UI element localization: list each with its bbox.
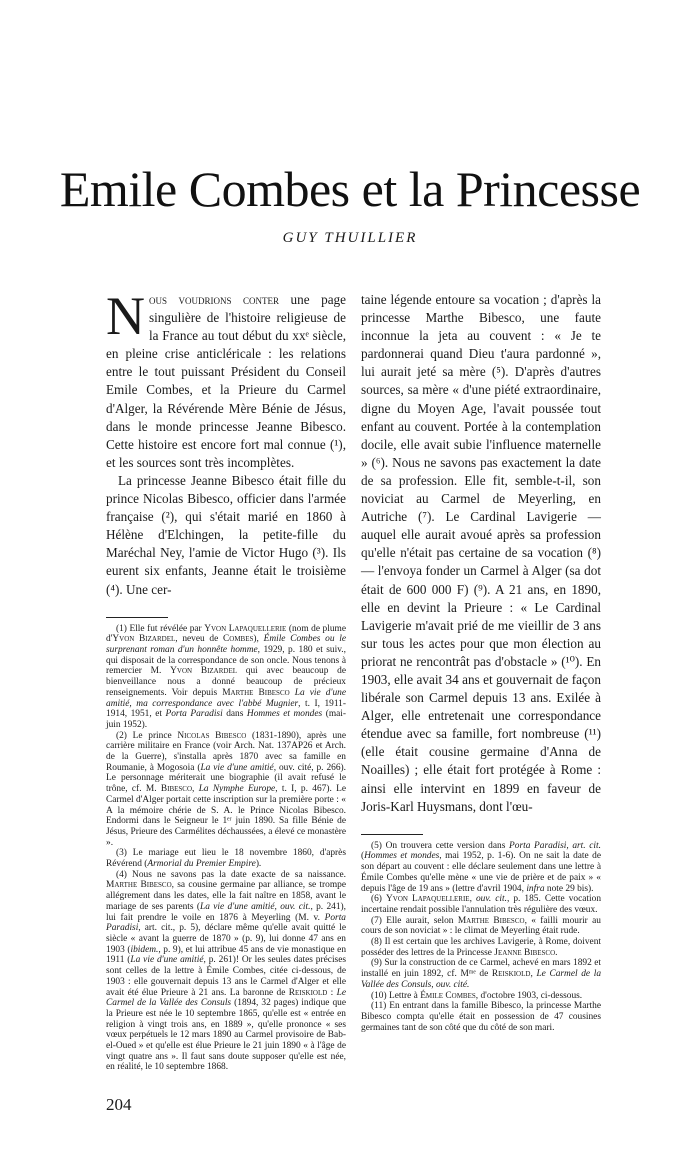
drop-cap: N: [106, 286, 145, 346]
footnote-name: Yvon Bizardel: [112, 634, 176, 645]
footnote-title: Porta Paradisi, art. cit.: [509, 840, 601, 851]
footnote-text: :: [327, 987, 337, 998]
paragraph: [106, 286, 346, 472]
footnote-text: (1831-1890), après une carrière militaire en France (voir Arch. Nat. 137AP26 et Arch. de la Guerre), s'installa après 1870 avec sa famille en Roumanie, à Mogosoia (: [106, 730, 347, 773]
footnote-text: (11) En entrant dans la famille Bibesco, la princesse Marthe Bibesco compta qu'elle était en possession de 47 cousines germaines tant de son côté que du côté de son mari.: [361, 1001, 601, 1033]
footnote-text: , neveu de: [175, 634, 224, 645]
footnote-title: Armorial du Premier Empire: [147, 859, 256, 870]
footnote-title: ibidem.: [130, 944, 159, 955]
footnote-text: , d'octobre 1903, ci-dessous.: [475, 990, 583, 1001]
footnote-text: dans: [222, 709, 247, 720]
footnote-text: , p. 9), et lui attribue 45 ans de vie monastique en 1911 (: [106, 944, 347, 966]
footnote-text: (7) Elle aurait, selon: [371, 915, 458, 926]
footnote-text: , « failli mourir au cours de son noviciat » : le climat de Meyerling était rude.: [361, 915, 601, 937]
footnote-rule-left: [106, 617, 168, 618]
footnote: [361, 916, 601, 937]
footnote: [361, 937, 601, 958]
footnote-text: .: [555, 947, 558, 958]
paragraph: La princesse Jeanne Bibesco était fille du prince Nicolas Bibesco, officier dans l'armée française (²), qui s'était marié en 1860 à Hélène d'Elchingen, la petite-fille du Maréchal Ney, l'amie de Victor Hugo (³). Ils eurent six enfants, Jeanne était le troisième (⁴). Une cer-: [106, 472, 346, 597]
paragraph-text: une page singulière de l'histoire religieuse de la France au tout début du xxᵉ siècle, en pleine crise anticléricale : les relations entre le tout puissant Président du Conseil Emile Combes, et la Prieure du Carmel d'Alger, la Révérende Mère Bénie de Jésus, dans le monde princesse Jeanne Bibesco. Cette histoire est encore fort mal connue (¹), et les sources sont très incomplètes.: [106, 292, 346, 470]
right-column: [361, 291, 601, 1033]
footnote-name: Yvon Bizardel: [170, 666, 238, 677]
footnote-name: Yvon Lapaquellerie: [204, 623, 287, 634]
footnote-text: (nom de plume d': [106, 623, 346, 645]
footnote-rule-right: [361, 834, 423, 835]
footnote-text: ,: [192, 784, 199, 795]
footnote-text: (9) Sur la construction de ce Carmel, achevé en mars 1892 et installé en juin 1892, cf. Mᵐᵉ de: [361, 958, 601, 980]
footnote: [361, 841, 601, 895]
footnote-text: ).: [255, 859, 262, 870]
footnote-text: ,: [469, 894, 476, 905]
footnote-title: La vie d'une amitié: [200, 762, 274, 773]
footnote-text: (4) Nous ne savons pas la date exacte de sa naissance.: [116, 869, 346, 880]
footnote: [361, 991, 601, 1002]
footnote-text: , p. 261)! Or les seules dates précises sont celles de la lettre à Émile Combes, citée ci-dessous, de 1903 : elle gouvernait depuis 13 ans le Carmel d'Alger et elle avait été élue Prieure à 21 ans. La baronne de: [106, 955, 347, 998]
footnote-title: Le Carmel de la Vallée des Consuls, ouv. cité.: [361, 969, 602, 990]
footnote-name: Émile Combes: [420, 990, 476, 1001]
footnote-title: La vie d'une amitié, ouv. cit.: [200, 901, 311, 912]
footnotes-left: [106, 624, 346, 1074]
footnote-text: ),: [253, 634, 264, 645]
left-column: [106, 286, 347, 1155]
footnote-text: (5) On trouvera cette version dans: [371, 840, 510, 851]
page-number: 204: [106, 1095, 132, 1115]
footnote-text: (3) Le mariage eut lieu le 18 novembre 1860, d'après Révérend (: [106, 848, 346, 870]
footnote-text: (2) Le prince: [116, 730, 178, 741]
footnote-title: Porta Paradisi: [106, 912, 346, 934]
footnote-text: , t. I, 1911-1914, 1951, et: [106, 698, 346, 720]
footnote-title: Hommes et mondes: [364, 851, 440, 862]
footnote-text: (: [361, 851, 365, 862]
footnote-name: Yvon Lapaquellerie: [386, 894, 470, 905]
footnote-text: (6): [371, 894, 386, 905]
footnote-text: (10) Lettre à: [371, 990, 421, 1001]
footnote: [361, 1001, 601, 1033]
left-column-body: [106, 286, 346, 599]
footnote-title: Porta Paradisi: [165, 709, 223, 720]
footnote-name: Jeanne Bibesco: [494, 947, 556, 958]
footnote-text: , p. 241), lui fait prendre le voile en 1876 à Meyerling (M. v.: [106, 901, 347, 923]
footnote-text: , sa cousine germaine par alliance, se trompe allégrement dans les dates, elle la fait naître en 1858, avant le mariage de ses parents (: [106, 880, 346, 912]
footnote-text: qui avec beaucoup de bienveillance nous a donné beaucoup de précieux renseignements. Voir depuis: [106, 666, 346, 698]
footnote-name: Marthe Bibesco: [457, 915, 525, 926]
article-author: GUY THUILLIER: [282, 230, 418, 246]
footnote-text: , ouv. cité, p. 266). Le personnage mériterait une biographie (il avait refusé le trône, cf. M.: [106, 762, 346, 795]
article-title: Emile Combes et la Princesse: [59, 161, 641, 217]
footnote-text: , art. cit., p. 5), déclare même qu'elle avait quitté le siècle « avant la guerre de 1870 » (p. 9), lui donne 47 ans en 1903 (: [106, 923, 346, 955]
footnote-name: Marthe Bibesco: [106, 880, 172, 891]
footnote: [106, 848, 346, 869]
footnote-title: Le Carmel de la Vallée des Consuls: [106, 987, 347, 1009]
footnote-text: , t. I, p. 467). Le Carmel d'Alger portait cette inscription sur la première porte : « A la mémoire chérie de S. A. le Prince Nicolas Bibesco. Endormi dans le Seigneur le 1ᵉʳ juin 1890. Sa fille Bénie de Jésus, Prieure des Carmélites déchaussées, a élevé ce monastère ».: [106, 784, 347, 848]
footnote-name: Reiskiold: [491, 969, 531, 980]
footnote-text: (1894, 32 pages) indique que la Prieure est née le 10 septembre 1865, qu'elle est « entrée en religion à vingt trois ans, en 1889 », qu'elle prononce « ses vœux perpétuels le 12 mars 1890 au Carmel provisoire de Bab-el-Oued » et qu'elle est élue Prieure le 21 juin 1890 « à l'âge de vingt quatre ans ». Il faut sans doute supposer qu'elle est née, en réalité, le 10 septembre 1868.: [106, 998, 347, 1073]
footnote-name: Combes: [223, 634, 254, 645]
footnote: [361, 958, 601, 990]
footnote: [106, 624, 346, 731]
article-columns: [106, 286, 602, 1155]
footnotes-right: [361, 841, 601, 1034]
footnote-title: ouv. cit.: [475, 894, 507, 905]
footnote: [361, 894, 601, 915]
footnote-title: La Nymphe Europe: [198, 784, 276, 795]
footnote-name: Reiskiold: [288, 987, 328, 998]
footnote: [106, 870, 346, 1073]
footnote-title: infra: [526, 883, 545, 894]
footnote-text: (8) Il est certain que les archives Lavigerie, à Rome, doivent posséder des lettres de la Princesse: [361, 937, 601, 958]
footnote: [106, 731, 346, 849]
footnote-text: (mai-juin 1952).: [106, 709, 347, 730]
footnote-title: Hommes et mondes: [246, 709, 323, 720]
footnote-text: , 1929, p. 180 et suiv., qui disposait de la correspondance de son oncle. Nous tenons à remercier M.: [106, 645, 346, 677]
paragraph: taine légende entoure sa vocation ; d'après la princesse Marthe Bibesco, une faute inconnue la jeta au couvent : « Je te pardonnerai quand Dieu t'aura pardonné », lui aurait jeté sa mère (⁵). D'après d'autres sources, sa mère « d'une piété extraordinaire, digne du Moyen Age, l'avait poussée tout enfant au couvent. Portée à la contemplation docile, elle avait subie l'influence maternelle » (⁶). Nous ne savons pas exactement la date de sa profession. Elle fit, semble-t-il, son noviciat au Carmel de Meyerling, en Autriche (⁷). Le Cardinal Lavigerie — auquel elle aurait avoué après sa profession qu'elle n'était pas certaine de sa vocation (⁸) — l'envoya fonder un Carmel à Alger (sa dot était de 600 000 F) (⁹). A 21 ans, en 1890, elle en devint la Prieure : « Le Cardinal Lavigerie m'avait prié de me vieillir de 3 ans sur tous les actes pour que mon élection au priorat ne rencontrât pas d'obstacle » (¹⁰). En 1903, elle avait 34 ans et gouvernait de façon libérale son Carmel depuis 13 ans. Exilée à Alger, elle entretenait une correspondance étendue avec sa famille, fort nombreuse (¹¹) (elle était cousine germaine d'Anna de Noailles) ; elle était fort protégée à Rome : ainsi elle intervint en 1899 en faveur de Joris-Karl Huysmans, dont l'œu-: [361, 292, 601, 814]
footnote-text: note 29 bis).: [544, 883, 594, 894]
footnote-text: (1) Elle fut révélée par: [116, 623, 205, 634]
footnote-name: Nicolas Bibesco: [177, 730, 247, 741]
footnote-name: Bibesco: [160, 784, 193, 795]
footnote-text: , mai 1952, p. 1-6). On ne sait la date de son départ au couvent : elle déclare seulement dans une lettre à Émile Combes qu'elle mène « une vie de prière et de paix » « depuis l'âge de 19 ans » (lettre d'avril 1904,: [361, 851, 601, 894]
footnote-text: ,: [530, 969, 537, 980]
footnote-text: , p. 185. Cette vocation incertaine rendait possible l'annulation très régulière des vœux.: [361, 894, 602, 915]
footnote-title: Émile Combes ou le surprenant roman d'un honnête homme: [106, 634, 346, 655]
right-column-body: [361, 291, 601, 816]
footnote-title: La vie d'une amitié: [130, 955, 204, 966]
footnote-name: Marthe Bibesco: [222, 687, 290, 698]
footnote-title: La vie d'une amitié, ma correspondance avec l'abbé Mugnier: [106, 687, 346, 709]
lead-small-caps: ous voudrions conter: [149, 292, 280, 307]
